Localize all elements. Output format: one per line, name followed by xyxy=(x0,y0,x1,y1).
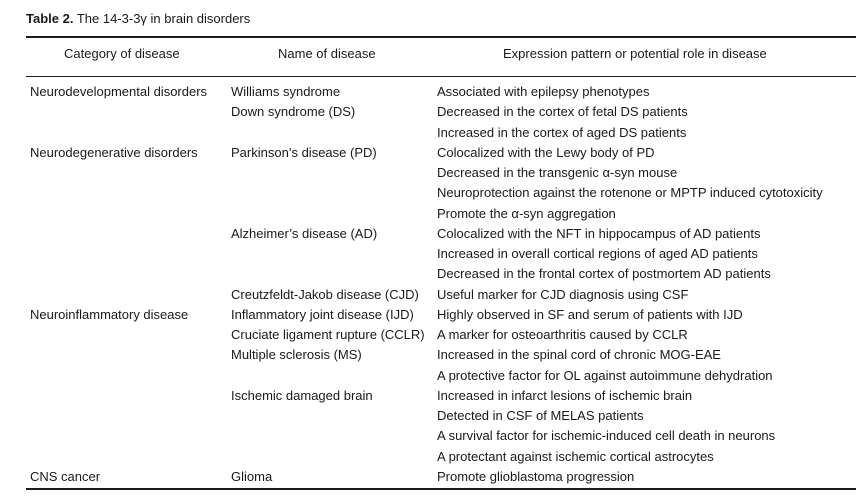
cell-expression-pattern: Promote the α-syn aggregation xyxy=(437,205,616,221)
cell-expression-pattern: Increased in the cortex of aged DS patients xyxy=(437,124,687,140)
cell-disease-name: Multiple sclerosis (MS) xyxy=(231,347,362,363)
table-row xyxy=(0,467,862,487)
table-bottom-rule xyxy=(26,488,856,490)
table-row xyxy=(0,264,862,284)
cell-disease-name: Cruciate ligament rupture (CCLR) xyxy=(231,327,425,342)
table-row xyxy=(0,82,862,102)
table-row xyxy=(0,305,862,325)
cell-category: Neurodevelopmental disorders xyxy=(30,84,208,99)
table-row xyxy=(0,204,862,224)
cell-disease-name: Inflammatory joint disease (IJD) xyxy=(231,306,414,322)
cell-expression-pattern: Colocalized with the Lewy body of PD xyxy=(437,144,655,160)
cell-expression-pattern: Decreased in the transgenic α-syn mouse xyxy=(437,165,678,180)
header-expression-pattern: Expression pattern or potential role in disease xyxy=(503,46,767,61)
table-row xyxy=(0,244,862,264)
cell-expression-pattern: Increased in infarct lesions of ischemic brain xyxy=(437,387,693,403)
table-row xyxy=(0,163,862,183)
table-row xyxy=(0,406,862,426)
cell-disease-name: Parkinson’s disease (PD) xyxy=(231,144,377,160)
table-caption-text: The 14-3-3γ in brain disorders xyxy=(73,11,251,26)
cell-expression-pattern: Useful marker for CJD diagnosis using CSF xyxy=(437,286,689,302)
cell-disease-name: Ischemic damaged brain xyxy=(231,387,373,403)
cell-expression-pattern: Increased in the spinal cord of chronic MOG-EAE xyxy=(437,347,721,363)
table-row xyxy=(0,143,862,163)
table-row xyxy=(0,224,862,244)
cell-category: CNS cancer xyxy=(30,468,101,484)
table-row xyxy=(0,366,862,386)
cell-disease-name: Creutzfeldt-Jakob disease (CJD) xyxy=(231,286,419,302)
table-row xyxy=(0,285,862,305)
table-caption xyxy=(26,11,250,26)
table-caption-label: Table 2. xyxy=(26,11,74,26)
table-row xyxy=(0,447,862,467)
table-row xyxy=(0,123,862,143)
cell-expression-pattern: Colocalized with the NFT in hippocampus of AD patients xyxy=(437,225,761,241)
cell-expression-pattern: Neuroprotection against the rotenone or MPTP induced cytotoxicity xyxy=(437,185,823,201)
table-row xyxy=(0,325,862,345)
cell-disease-name: Alzheimer’s disease (AD) xyxy=(231,225,378,241)
cell-expression-pattern: Promote glioblastoma progression xyxy=(437,468,635,484)
table-header-rule xyxy=(26,76,856,77)
table-top-rule xyxy=(26,36,856,38)
table-row xyxy=(0,183,862,203)
cell-disease-name: Down syndrome (DS) xyxy=(231,104,356,120)
table-row xyxy=(0,102,862,122)
cell-expression-pattern: A protectant against ischemic cortical astrocytes xyxy=(437,448,714,464)
cell-expression-pattern: A survival factor for ischemic-induced cell death in neurons xyxy=(437,428,776,444)
cell-expression-pattern: A protective factor for OL against autoimmune dehydration xyxy=(437,367,773,383)
cell-expression-pattern: Decreased in the cortex of fetal DS patients xyxy=(437,104,688,120)
table-row xyxy=(0,426,862,446)
cell-expression-pattern: Decreased in the frontal cortex of postmortem AD patients xyxy=(437,266,771,282)
cell-category: Neurodegenerative disorders xyxy=(30,144,198,160)
table-body xyxy=(0,82,862,487)
cell-expression-pattern: A marker for osteoarthritis caused by CCLR xyxy=(437,327,688,342)
table-row xyxy=(0,386,862,406)
table-row xyxy=(0,345,862,365)
header-category: Category of disease xyxy=(64,46,180,61)
cell-disease-name: Williams syndrome xyxy=(231,84,341,99)
cell-expression-pattern: Detected in CSF of MELAS patients xyxy=(437,408,644,423)
cell-category: Neuroinflammatory disease xyxy=(30,306,189,322)
cell-expression-pattern: Increased in overall cortical regions of aged AD patients xyxy=(437,246,758,261)
cell-expression-pattern: Highly observed in SF and serum of patients with IJD xyxy=(437,306,743,322)
cell-expression-pattern: Associated with epilepsy phenotypes xyxy=(437,84,650,99)
header-disease-name: Name of disease xyxy=(278,46,376,61)
cell-disease-name: Glioma xyxy=(231,468,273,484)
